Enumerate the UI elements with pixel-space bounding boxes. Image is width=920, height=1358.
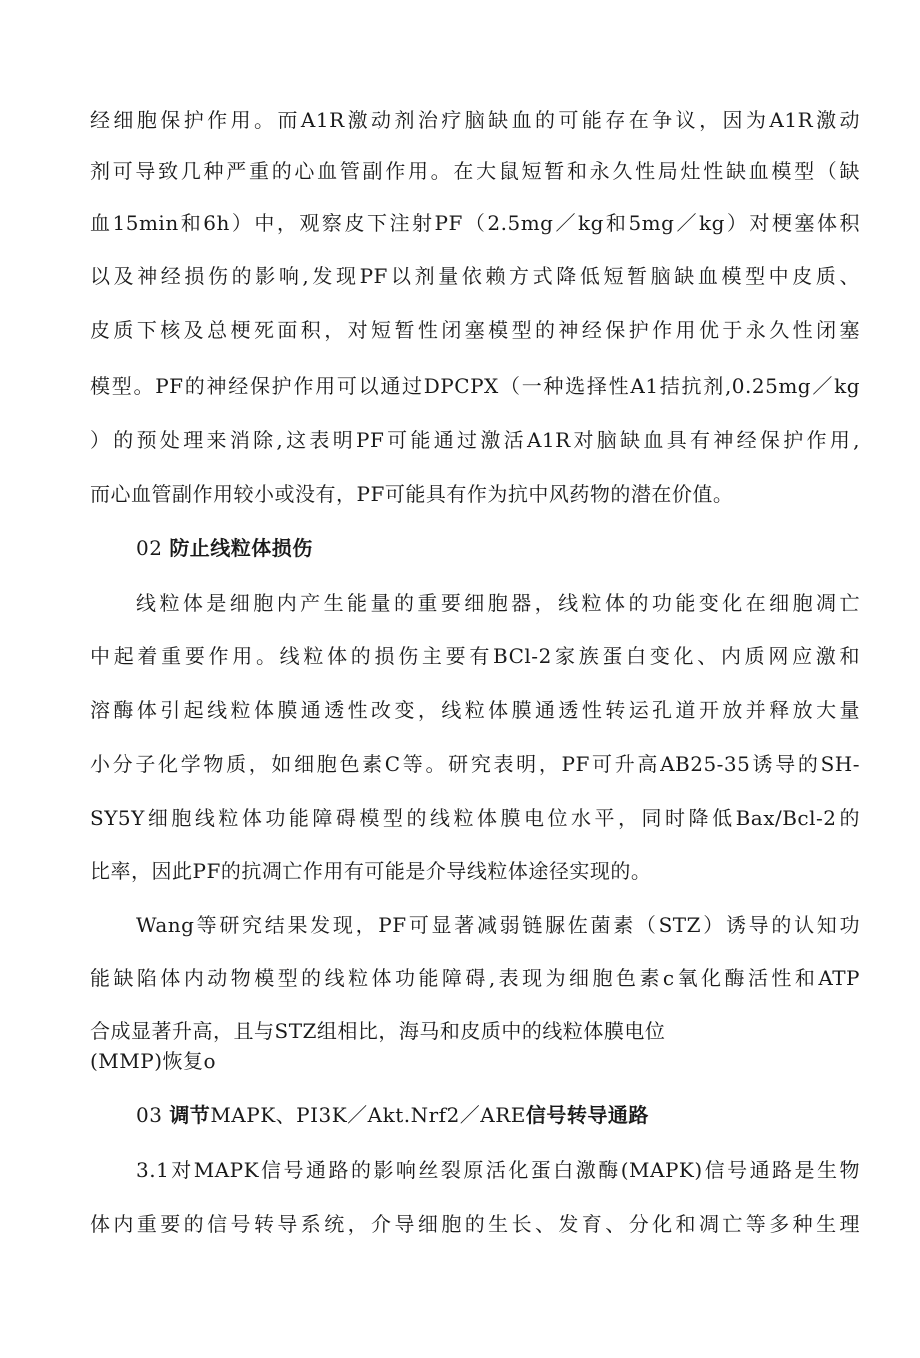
paragraph-line: 溶酶体引起线粒体膜通透性改变，线粒体膜通透性转运孔道开放并释放大量	[90, 698, 860, 722]
paragraph-line: 经细胞保护作用。而A1R激动剂治疗脑缺血的可能存在争议，因为A1R激动	[90, 108, 860, 132]
paragraph-line: 以及神经损伤的影响,发现PF以剂量依赖方式降低短暂脑缺血模型中皮质、	[90, 264, 860, 288]
paragraph-line: 中起着重要作用。线粒体的损伤主要有BCl-2家族蛋白变化、内质网应激和	[90, 644, 860, 668]
paragraph-line: 3.1对MAPK信号通路的影响丝裂原活化蛋白激酶(MAPK)信号通路是生物	[136, 1158, 860, 1182]
paragraph-line: SY5Y细胞线粒体功能障碍模型的线粒体膜电位水平，同时降低Bax/Bcl-2的	[90, 806, 860, 830]
paragraph-line: 血15min和6h）中，观察皮下注射PF（2.5mg／kg和5mg／kg）对梗塞体积	[90, 211, 860, 235]
section-heading-02	[136, 535, 313, 561]
paragraph-line: 合成显著升高，且与STZ组相比，海马和皮质中的线粒体膜电位	[90, 1019, 666, 1043]
heading-title: 防止线粒体损伤	[169, 536, 313, 560]
paragraph-line: 而心血管副作用较小或没有，PF可能具有作为抗中风药物的潜在价值。	[90, 482, 734, 506]
paragraph-line: 体内重要的信号转导系统，介导细胞的生长、发育、分化和凋亡等多种生理	[90, 1212, 860, 1236]
paragraph-line: 比率，因此PF的抗凋亡作用有可能是介导线粒体途径实现的。	[90, 859, 652, 883]
paragraph-line: 能缺陷体内动物模型的线粒体功能障碍,表现为细胞色素c氧化酶活性和ATP	[90, 966, 860, 990]
paragraph-line: 剂可导致几种严重的心血管副作用。在大鼠短暂和永久性局灶性缺血模型（缺	[90, 159, 860, 183]
paragraph-line: (MMP)恢复o	[90, 1049, 217, 1073]
heading-number: 02	[136, 536, 163, 560]
heading-bold-suffix: 信号转导通路	[525, 1103, 649, 1127]
paragraph-line: 小分子化学物质，如细胞色素C等。研究表明，PF可升高AB25-35诱导的SH-	[90, 752, 860, 776]
paragraph-line: Wang等研究结果发现，PF可显著减弱链脲佐菌素（STZ）诱导的认知功	[136, 913, 860, 937]
paragraph-line: 模型。PF的神经保护作用可以通过DPCPX（一种选择性A1拮抗剂,0.25mg／kg	[90, 374, 860, 398]
section-heading-03	[136, 1102, 649, 1128]
heading-bold-prefix: 调节	[169, 1103, 211, 1127]
paragraph-line: ）的预处理来消除,这表明PF可能通过激活A1R对脑缺血具有神经保护作用,	[90, 428, 860, 452]
paragraph-line: 皮质下核及总梗死面积，对短暂性闭塞模型的神经保护作用优于永久性闭塞	[90, 318, 860, 342]
paragraph-line: 线粒体是细胞内产生能量的重要细胞器，线粒体的功能变化在细胞凋亡	[136, 591, 860, 615]
heading-middle: MAPK、PI3K／Akt.Nrf2／ARE	[210, 1103, 526, 1127]
heading-number: 03	[136, 1103, 163, 1127]
